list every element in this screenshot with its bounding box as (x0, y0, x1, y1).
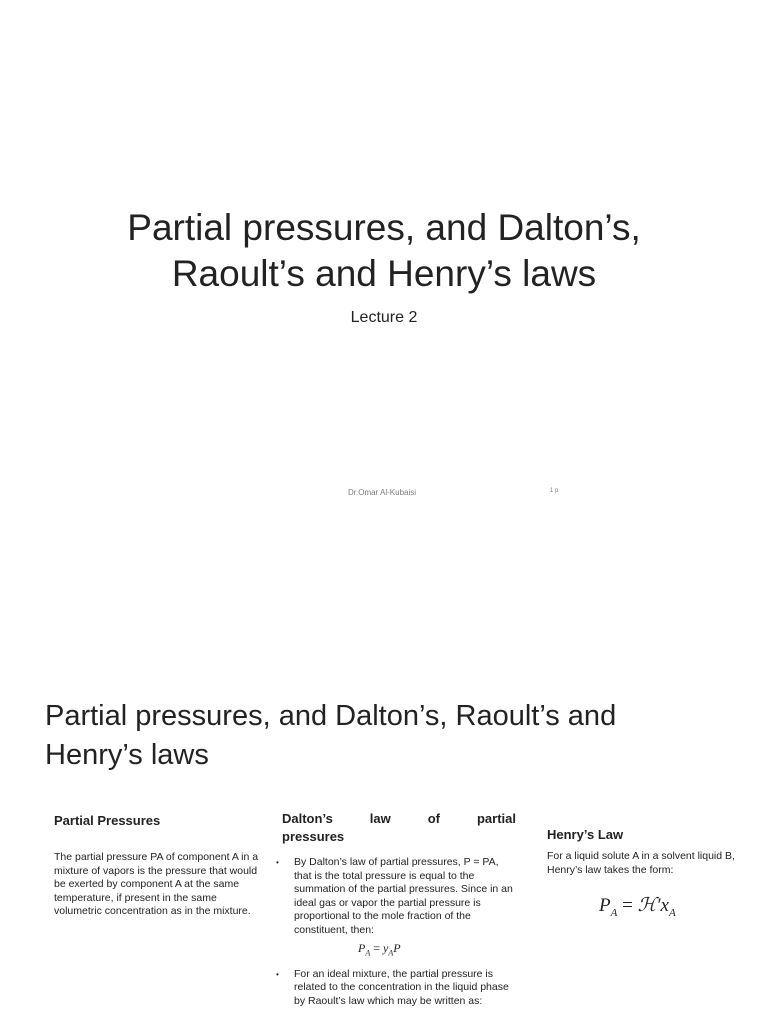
list-item (276, 968, 516, 1009)
daltons-law-heading (276, 810, 516, 846)
heading-word: law (369, 811, 391, 826)
bullet-text: By Dalton’s law of partial pressures, P = PA, that is the total pressure is equal to the summation of the partial pressures. Since in an ideal gas or vapor the partial pressure is proportional to the mole fraction of the constituent, then: (294, 856, 513, 936)
footer-author: Dr.Omar Al-Kubaisi (348, 488, 417, 497)
title-line-2: Henry’s laws (45, 739, 209, 771)
daltons-law-column (276, 810, 516, 1008)
henrys-law-column (547, 826, 757, 920)
list-item (276, 856, 516, 960)
bullet-text: For an ideal mixture, the partial pressure is related to the concentration in the liquid phase by Raoult’s law which may be written as: (294, 967, 509, 1007)
footer-page-number: 1 p (550, 488, 559, 494)
bullet-icon: • (276, 858, 279, 867)
dalton-formula: $P_A = y_AP$ (358, 941, 401, 958)
heading-word: partial (476, 811, 516, 826)
title-line-2: Raoult’s and Henry’s laws (171, 253, 597, 294)
partial-pressures-heading: Partial Pressures (54, 813, 161, 828)
heading-line-2: pressures (282, 829, 345, 844)
henry-formula: $P_A$ = $ℋ'x_A$ (599, 895, 676, 919)
heading-word: of (427, 811, 440, 826)
lecture-subtitle: Lecture 2 (350, 309, 418, 326)
partial-pressures-column (54, 812, 264, 919)
title-line-1: Partial pressures, and Dalton’s, (127, 207, 641, 248)
content-slide (0, 660, 768, 1024)
heading-word: Dalton’s (282, 811, 333, 826)
bullet-icon: • (276, 969, 279, 979)
title-line-1: Partial pressures, and Dalton’s, Raoult’s and (45, 700, 617, 732)
daltons-law-bullets (276, 856, 516, 1008)
henrys-law-heading: Henry’s Law (547, 827, 624, 842)
slide-title (45, 697, 725, 775)
henrys-law-text: For a liquid solute A in a solvent liquid B, Henry’s law takes the form: (547, 850, 735, 876)
partial-pressures-text: The partial pressure PA of component A in a mixture of vapors is the pressure that would be exerted by component A at the same temperature, if present in the same volumetric concentration as in the mixture. (54, 851, 259, 917)
slide-title (0, 205, 768, 297)
